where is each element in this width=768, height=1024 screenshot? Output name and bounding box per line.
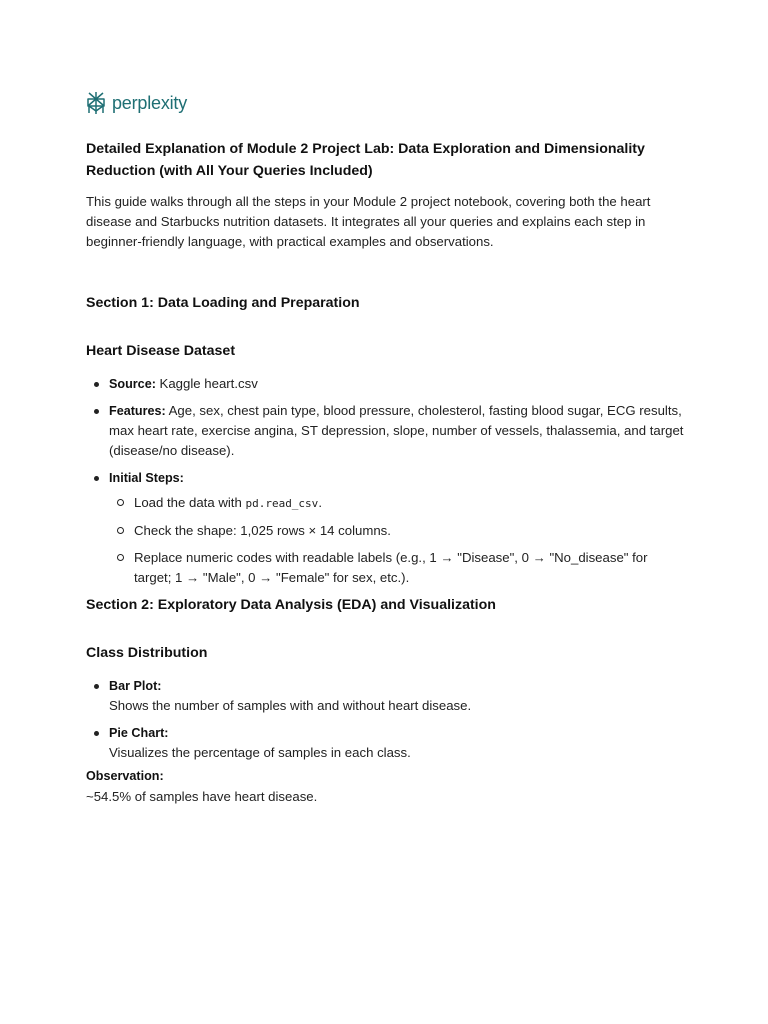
code-read-csv: pd.read_csv [245, 497, 319, 510]
perplexity-logo-icon [86, 91, 106, 115]
visualization-list [86, 676, 686, 763]
list-item [86, 723, 686, 763]
list-item [86, 401, 686, 461]
source-text: Kaggle heart.csv [155, 376, 258, 391]
list-item [86, 374, 686, 394]
section-2-heading: Section 2: Exploratory Data Analysis (EDA) and Visualization [86, 597, 496, 613]
heart-disease-heading: Heart Disease Dataset [86, 343, 236, 359]
observation-text: ~54.5% of samples have heart disease. [86, 789, 318, 804]
step1-end: . [318, 495, 322, 510]
step3-text: Replace numeric codes with readable labels (e.g., 1 → "Disease", 0 → "No_disease" for target; 1 → "Male", 0 → "Female" for sex, etc.). [134, 550, 648, 585]
section-1-heading: Section 1: Data Loading and Preparation [86, 295, 360, 311]
step2-text: Check the shape: 1,025 rows × 14 columns. [134, 523, 391, 538]
bar-plot-label: Bar Plot: [109, 679, 162, 693]
dataset-details-list [86, 374, 686, 588]
features-text: Age, sex, chest pain type, blood pressure, cholesterol, fasting blood sugar, ECG results, max heart rate, exercise angina, ST depression, slope, number of vessels, thalassemia, and target (disease/no disease). [109, 403, 684, 458]
intro-paragraph: This guide walks through all the steps in your Module 2 project notebook, covering both the heart disease and Starbucks nutrition datasets. It integrates all your queries and explains each step in beginner-friendly language, with practical examples and observations. [86, 194, 651, 249]
initial-steps-label: Initial Steps: [109, 471, 184, 485]
pie-chart-text: Visualizes the percentage of samples in each class. [109, 745, 411, 760]
bar-plot-text: Shows the number of samples with and without heart disease. [109, 698, 472, 713]
sub-list-item [109, 493, 686, 514]
source-label: Source: [109, 377, 156, 391]
features-label: Features: [109, 404, 166, 418]
sub-list-item [109, 521, 686, 541]
document-title: Detailed Explanation of Module 2 Project Lab: Data Exploration and Dimensionality Reduction (with All Your Queries Included) [86, 141, 645, 179]
initial-steps-list [109, 493, 686, 588]
list-item [86, 468, 686, 588]
list-item [86, 676, 686, 716]
brand-name: perplexity [112, 93, 188, 113]
step1-text: Load the data with [134, 495, 246, 510]
document-body [86, 138, 686, 807]
class-distribution-heading: Class Distribution [86, 645, 208, 661]
sub-list-item [109, 548, 686, 588]
pie-chart-label: Pie Chart: [109, 726, 169, 740]
brand-logo [86, 91, 187, 115]
observation-label: Observation: [86, 769, 164, 783]
